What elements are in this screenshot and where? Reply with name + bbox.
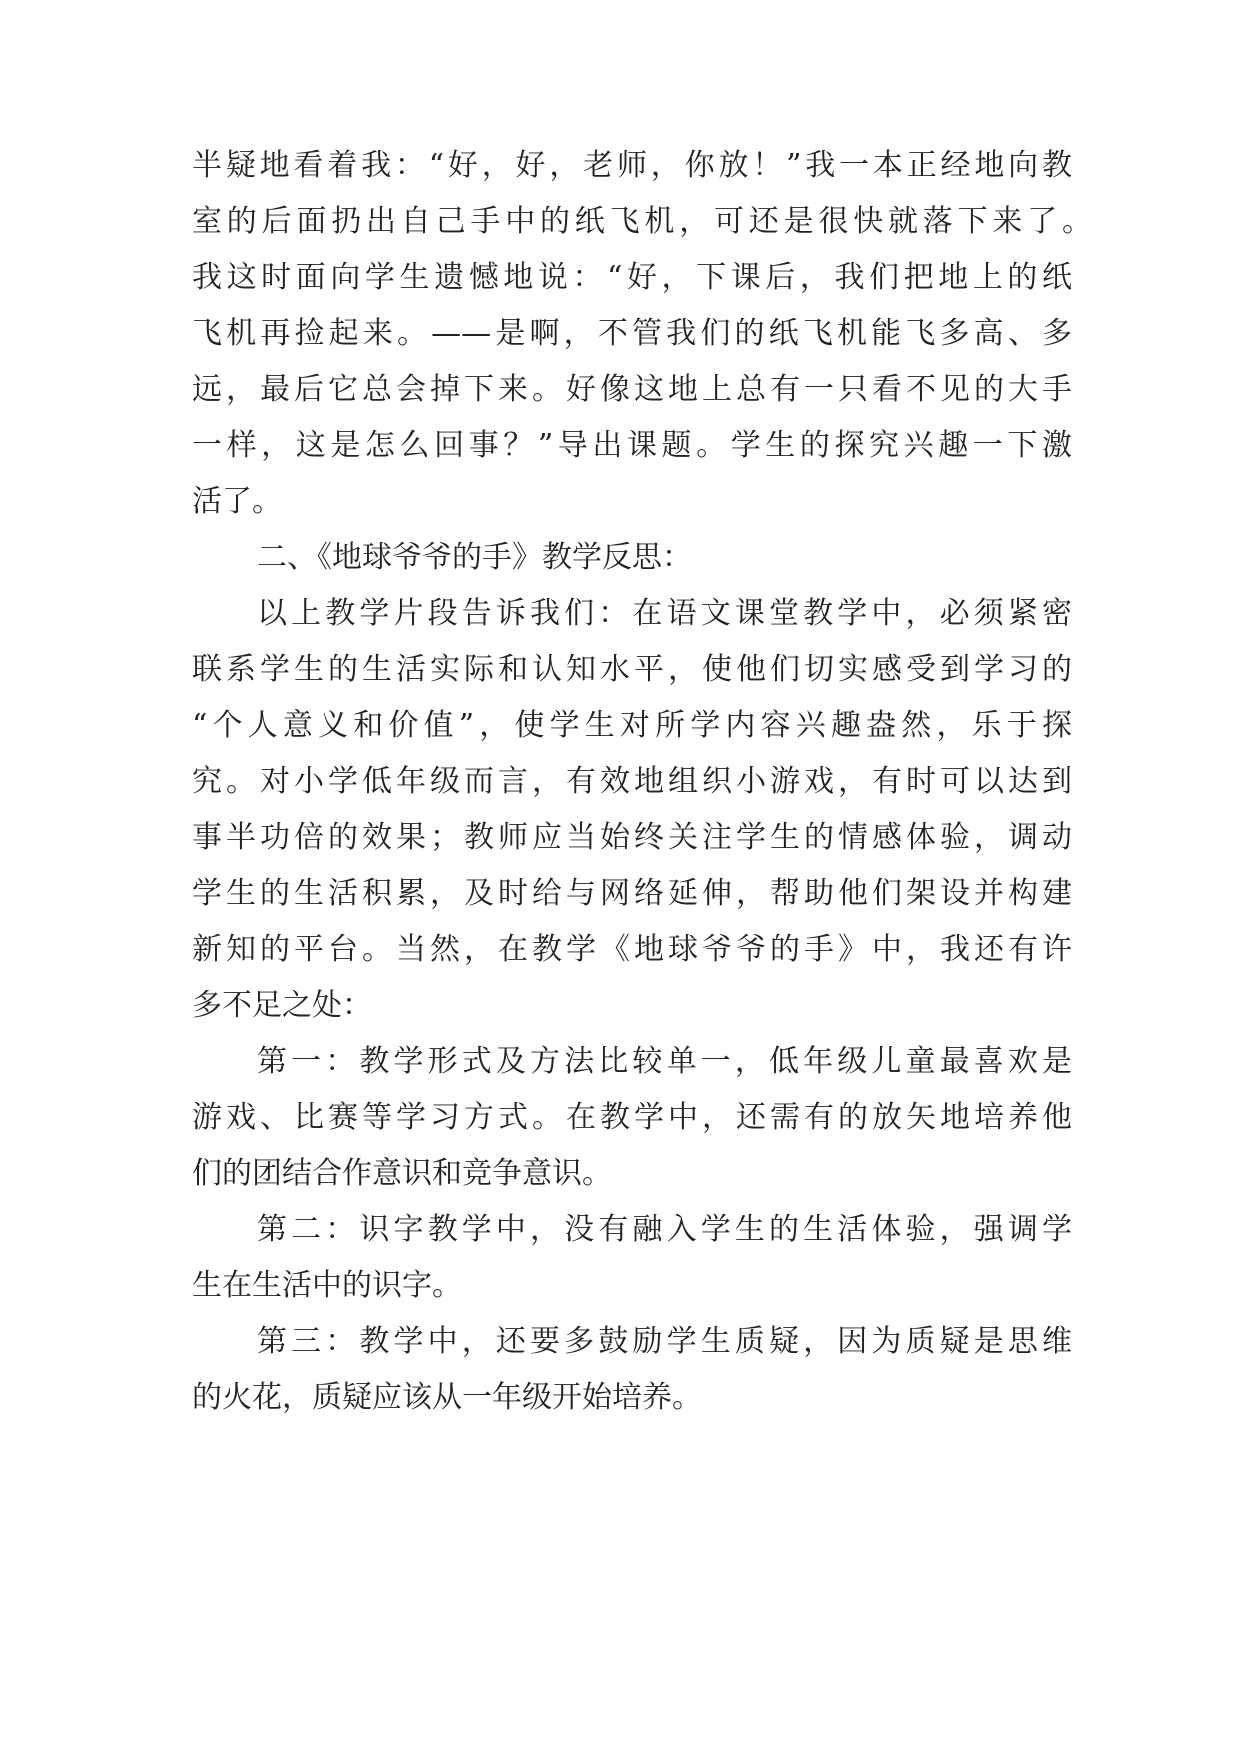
paragraph-line: 究。对小学低年级而言，有效地组织小游戏，有时可以达到 <box>192 764 1072 799</box>
paragraph-line: 第三：教学中，还要多鼓励学生质疑，因为质疑是思维 <box>257 1324 1072 1359</box>
paragraph-line: 室的后面扔出自己手中的纸飞机，可还是很快就落下来了。 <box>192 204 1092 239</box>
paragraph-line: 们的团结合作意识和竞争意识。 <box>192 1156 612 1191</box>
paragraph-line: 活了。 <box>192 484 282 519</box>
paragraph-line: 生在生活中的识字。 <box>192 1268 462 1303</box>
paragraph-line: 多不足之处： <box>192 988 372 1023</box>
paragraph-line: 飞机再捡起来。——是啊，不管我们的纸飞机能飞多高、多 <box>192 316 1072 351</box>
paragraph-line: 我这时面向学生遗憾地说：“好，下课后，我们把地上的纸 <box>192 260 1072 295</box>
paragraph-line: 半疑地看着我：“好，好，老师，你放！”我一本正经地向教 <box>192 148 1072 183</box>
section-heading: 二、《地球爷爷的手》教学反思： <box>257 540 692 575</box>
paragraph-line: 学生的生活积累，及时给与网络延伸，帮助他们架设并构建 <box>192 876 1072 911</box>
paragraph-line: “个人意义和价值”，使学生对所学内容兴趣盎然，乐于探 <box>192 708 1072 743</box>
paragraph-line: 的火花，质疑应该从一年级开始培养。 <box>192 1380 702 1415</box>
paragraph-line: 第二：识字教学中，没有融入学生的生活体验，强调学 <box>257 1212 1072 1247</box>
paragraph-line: 联系学生的生活实际和认知水平，使他们切实感受到学习的 <box>192 652 1072 687</box>
paragraph-line: 以上教学片段告诉我们：在语文课堂教学中，必须紧密 <box>257 596 1072 631</box>
paragraph-line: 一样，这是怎么回事？”导出课题。学生的探究兴趣一下激 <box>192 428 1072 463</box>
paragraph-line: 游戏、比赛等学习方式。在教学中，还需有的放矢地培养他 <box>192 1100 1072 1135</box>
paragraph-line: 第一：教学形式及方法比较单一，低年级儿童最喜欢是 <box>257 1044 1072 1079</box>
paragraph-line: 事半功倍的效果；教师应当始终关注学生的情感体验，调动 <box>192 820 1072 855</box>
paragraph-line: 新知的平台。当然，在教学《地球爷爷的手》中，我还有许 <box>192 932 1072 967</box>
paragraph-line: 远，最后它总会掉下来。好像这地上总有一只看不见的大手 <box>192 372 1072 407</box>
